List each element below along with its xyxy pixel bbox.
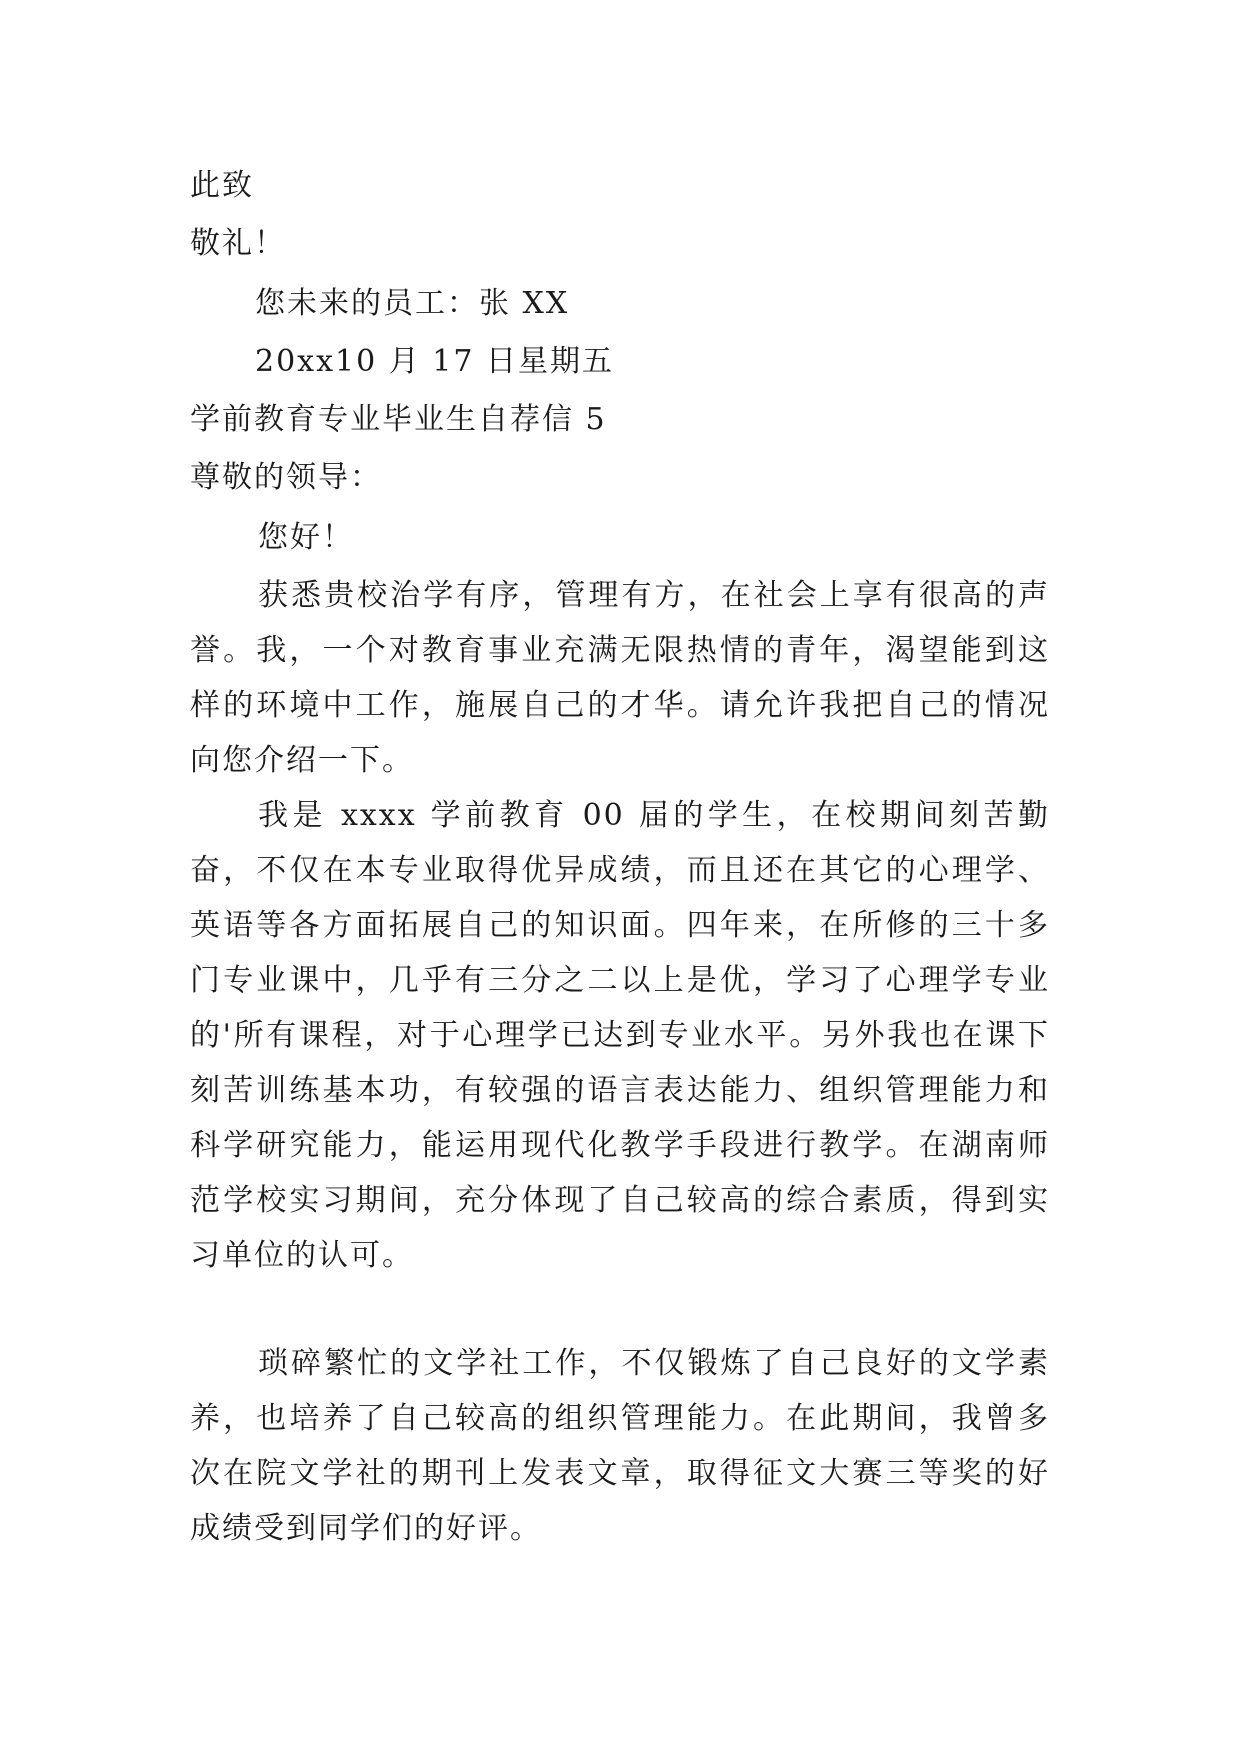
body-paragraph-3: 琐碎繁忙的文学社工作，不仅锻炼了自己良好的文学素养，也培养了自己较高的组织管理能力。在此期间，我曾多次在院文学社的期刊上发表文章，取得征文大赛三等奖的好成绩受到同学们的好评。 — [190, 1346, 1050, 1546]
date-line: 20xx10 月 17 日星期五 — [255, 344, 614, 379]
body-paragraph-2: 我是 xxxx 学前教育 00 届的学生，在校期间刻苦勤奋，不仅在本专业取得优异成绩，而且还在其它的心理学、英语等各方面拓展自己的知识面。四年来，在所修的三十多门专业课中，几乎有三分之二以上是优，学习了心理学专业的'所有课程，对于心理学已达到专业水平。另外我也在课下刻苦训练基本功，有较强的语言表达能力、组织管理能力和科学研究能力，能运用现代化教学手段进行教学。在湖南师范学校实习期间，充分体现了自己较高的综合素质，得到实习单位的认可。 — [190, 798, 1050, 1273]
signature-line: 您未来的员工：张 XX — [255, 286, 570, 321]
closing-greeting-line2: 敬礼！ — [190, 226, 286, 261]
closing-greeting-line1: 此致 — [190, 168, 254, 203]
letter-title: 学前教育专业毕业生自荐信 5 — [190, 402, 607, 437]
body-paragraph-1: 获悉贵校治学有序，管理有方，在社会上享有很高的声誉。我，一个对教育事业充满无限热情的青年，渴望能到这样的环境中工作，施展自己的才华。请允许我把自己的情况向您介绍一下。 — [190, 578, 1050, 778]
salutation: 尊敬的领导： — [190, 460, 382, 495]
hello-line: 您好！ — [258, 520, 354, 555]
